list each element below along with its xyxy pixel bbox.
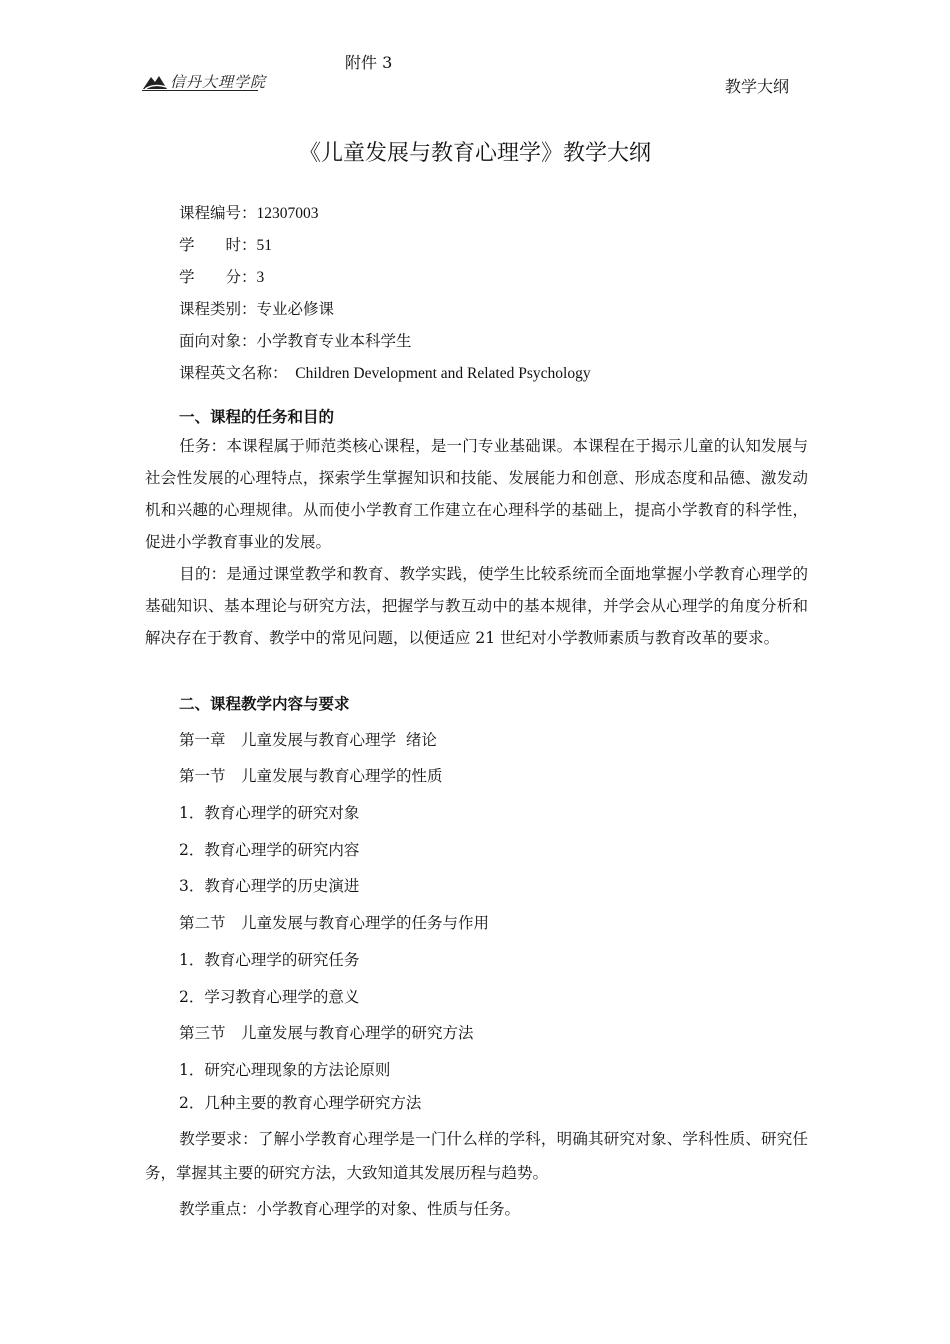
section-heading-1: 一、课程的任务和目的 xyxy=(179,408,335,426)
university-logo xyxy=(142,72,267,91)
list-item: 2．教育心理学的研究内容 xyxy=(179,841,360,859)
page-title: 《儿童发展与教育心理学》教学大纲 xyxy=(298,141,651,166)
meta-audience: 面向对象：小学教育专业本科学生 xyxy=(179,332,412,350)
attachment-label: 附件 3 xyxy=(345,53,393,72)
section-title: 第一节 儿童发展与教育心理学的性质 xyxy=(179,767,443,785)
list-item: 1．研究心理现象的方法论原则 xyxy=(179,1061,391,1079)
teaching-key-points: 教学重点：小学教育心理学的对象、性质与任务。 xyxy=(179,1200,521,1218)
list-item: 2．几种主要的教育心理学研究方法 xyxy=(179,1094,422,1112)
meta-english-name: 课程英文名称： Children Development and Related Psychology xyxy=(179,364,591,382)
meta-hours: 学 时：51 xyxy=(179,236,273,254)
section-title: 第二节 儿童发展与教育心理学的任务与作用 xyxy=(179,914,490,932)
list-item: 1．教育心理学的研究对象 xyxy=(179,804,360,822)
meta-course-code: 课程编号：12307003 xyxy=(179,204,319,222)
mountain-icon xyxy=(142,72,168,90)
doc-type-label: 教学大纲 xyxy=(725,77,790,96)
logo-text: 信丹大理学院 xyxy=(170,73,267,91)
meta-credits: 学 分：3 xyxy=(179,268,265,286)
section-heading-2: 二、课程教学内容与要求 xyxy=(179,695,350,713)
list-item: 3．教育心理学的历史演进 xyxy=(179,877,360,895)
meta-category: 课程类别：专业必修课 xyxy=(179,300,335,318)
teaching-requirement: 教学要求：了解小学教育心理学是一门什么样的学科，明确其研究对象、学科性质、研究任务，掌握其主要的研究方法，大致知道其发展历程与趋势。 xyxy=(145,1130,808,1182)
section-title: 第三节 儿童发展与教育心理学的研究方法 xyxy=(179,1024,474,1042)
list-item: 2．学习教育心理学的意义 xyxy=(179,988,360,1006)
task-paragraph: 任务：本课程属于师范类核心课程，是一门专业基础课。本课程在于揭示儿童的认知发展与社会性发展的心理特点，探索学生掌握知识和技能、发展能力和创意、形成态度和品德、激发动机和兴趣的心理规律。从而使小学教育工作建立在心理科学的基础上，提高小学教育的科学性，促进小学教育事业的发展。 xyxy=(145,437,808,551)
purpose-paragraph: 目的：是通过课堂教学和教育、教学实践，使学生比较系统而全面地掌握小学教育心理学的基础知识、基本理论与研究方法，把握学与教互动中的基本规律，并学会从心理学的角度分析和解决存在于教育、教学中的常见问题，以便适应 21 世纪对小学教师素质与教育改革的要求。 xyxy=(145,565,808,647)
chapter-title: 第一章 儿童发展与教育心理学 绪论 xyxy=(179,731,437,749)
list-item: 1．教育心理学的研究任务 xyxy=(179,951,360,969)
